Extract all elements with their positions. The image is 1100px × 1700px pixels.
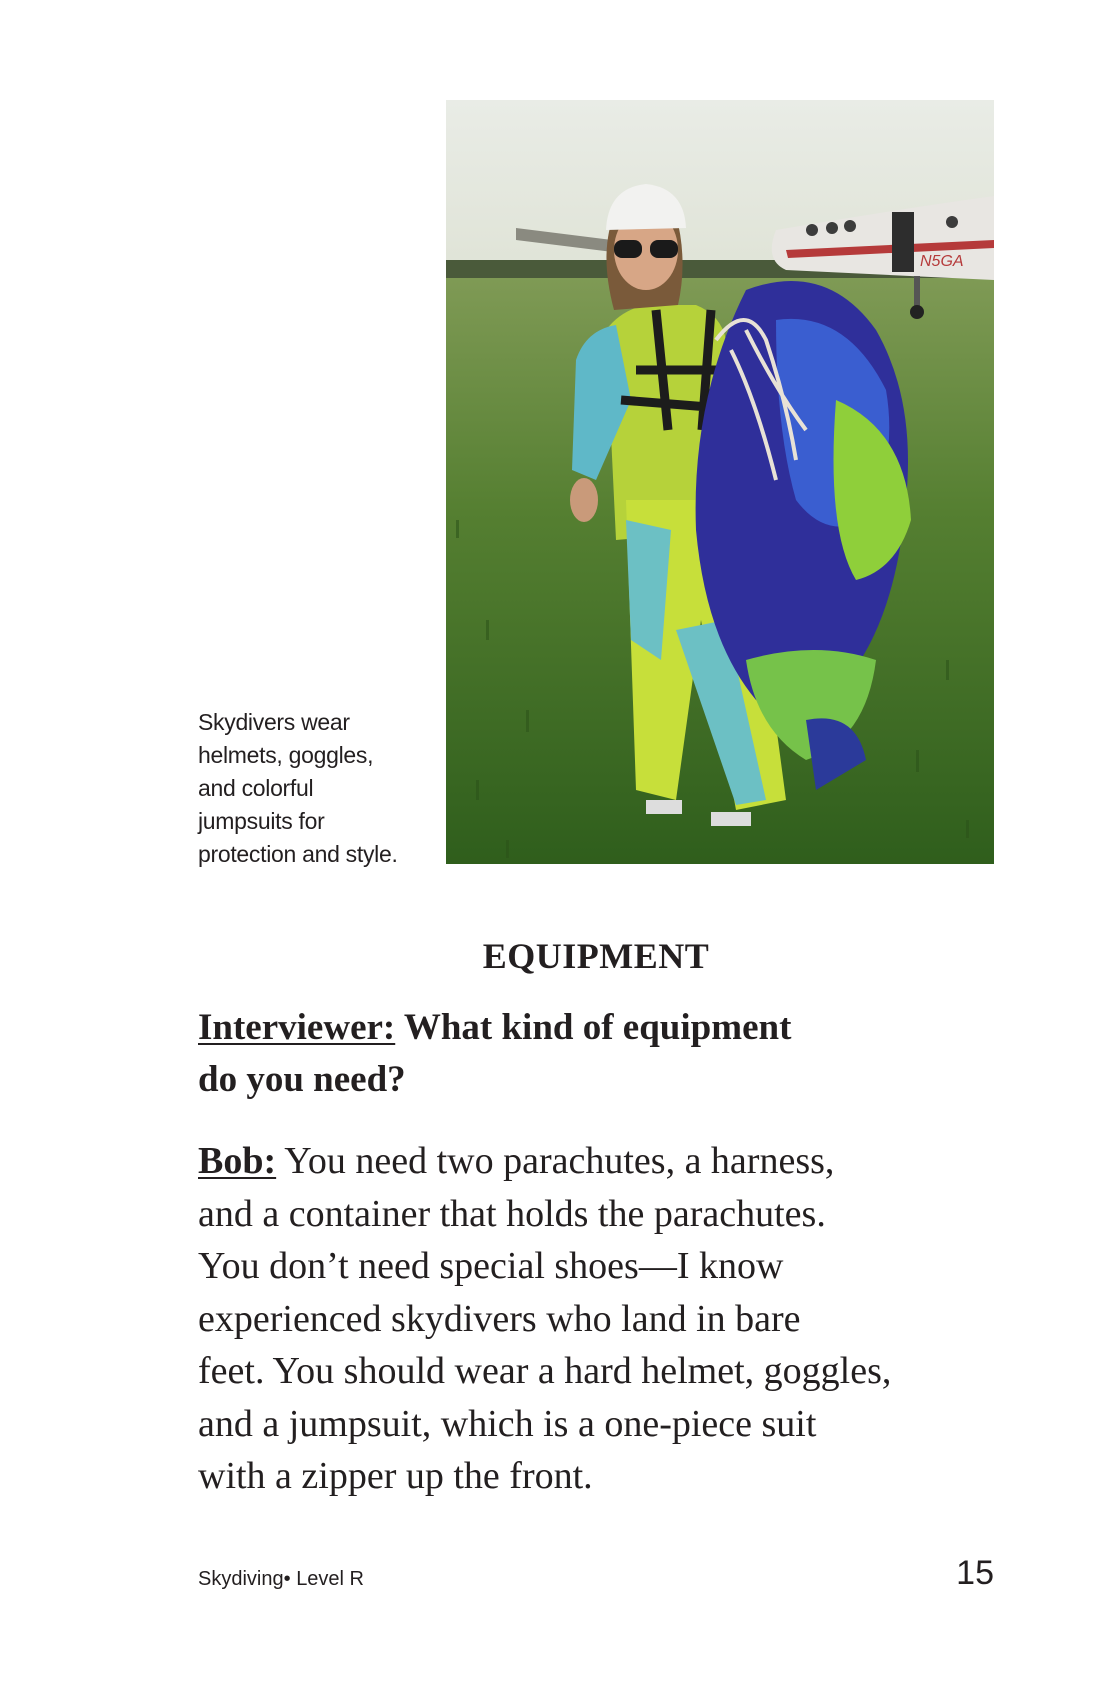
caption-line: jumpsuits for bbox=[198, 808, 325, 834]
question-line-1 bbox=[198, 1002, 998, 1054]
photo-caption bbox=[198, 706, 438, 871]
reading-level: Level R bbox=[296, 1568, 364, 1590]
section-heading: EQUIPMENT bbox=[482, 936, 710, 976]
answer-line: experienced skydivers who land in bare bbox=[198, 1297, 801, 1340]
bob-label: Bob: bbox=[198, 1140, 277, 1182]
footer-book-info bbox=[198, 1568, 364, 1591]
answer-line: feet. You should wear a hard helmet, goggles, bbox=[198, 1350, 892, 1392]
bullet-separator: • bbox=[283, 1568, 291, 1590]
answer-line: with a zipper up the front. bbox=[198, 1455, 593, 1497]
answer-line: and a container that holds the parachutes. bbox=[198, 1192, 826, 1235]
page-number: 15 bbox=[956, 1554, 994, 1592]
answer-line: You don’t need special shoes—I know bbox=[198, 1245, 784, 1287]
bob-answer bbox=[198, 1135, 998, 1503]
interviewer-label: Interviewer: bbox=[198, 1007, 396, 1048]
skydiver-photo bbox=[446, 100, 994, 864]
interviewer-question bbox=[198, 1002, 998, 1106]
skydiver-illustration bbox=[446, 100, 994, 864]
question-line-2: do you need? bbox=[198, 1059, 406, 1100]
question-text: What kind of equipment bbox=[403, 1007, 792, 1048]
caption-line: helmets, goggles, bbox=[198, 742, 374, 768]
caption-line: protection and style. bbox=[198, 841, 398, 867]
caption-line: Skydivers wear bbox=[198, 709, 350, 735]
answer-line-1 bbox=[198, 1135, 998, 1188]
answer-text: You need two parachutes, a harness, bbox=[284, 1140, 835, 1182]
book-title: Skydiving bbox=[198, 1568, 284, 1590]
answer-line: and a jumpsuit, which is a one-piece suit bbox=[198, 1402, 817, 1445]
plane-registration: N5GA bbox=[920, 253, 964, 270]
caption-line: and colorful bbox=[198, 775, 314, 801]
